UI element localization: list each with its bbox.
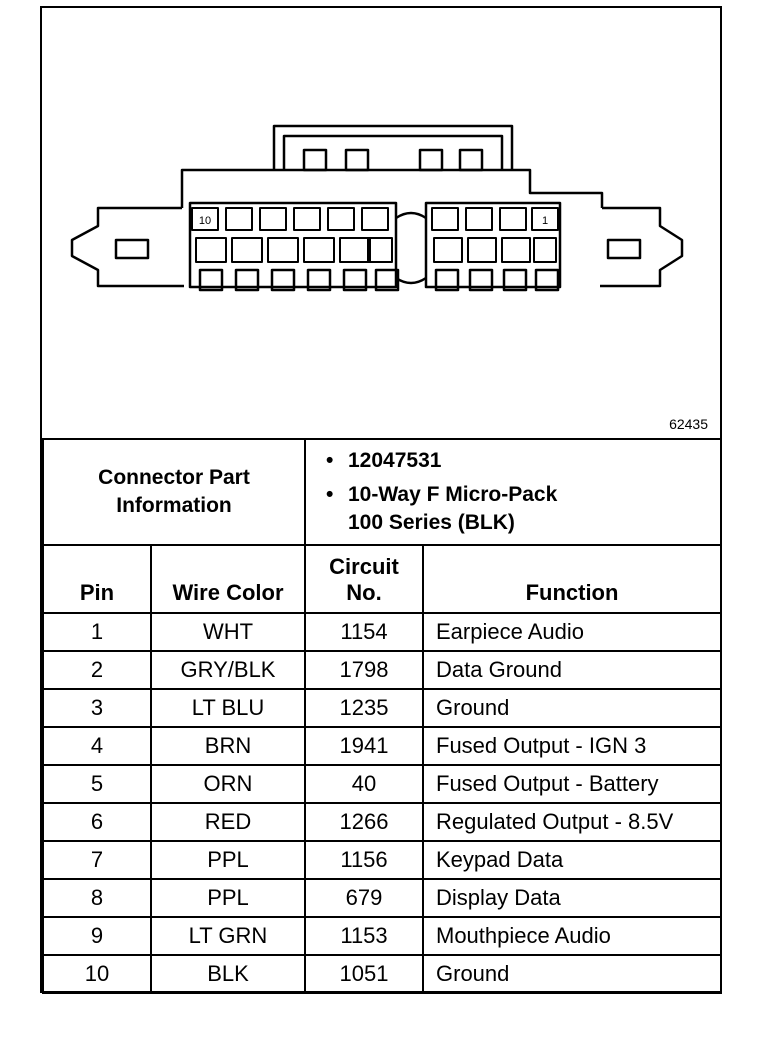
info-item-series: 100 Series (BLK) (348, 511, 515, 534)
header-pin: Pin (43, 545, 151, 613)
cell-pin: 4 (43, 727, 151, 765)
bullet-icon: • (326, 449, 334, 472)
cell-pin: 5 (43, 765, 151, 803)
table-header (43, 545, 721, 613)
cell-wire-color: GRY/BLK (151, 651, 305, 689)
table-row (43, 841, 721, 879)
info-title-line2: Information (116, 494, 232, 517)
pinout-table (42, 438, 722, 994)
connector-frame (40, 6, 722, 993)
table-row (43, 765, 721, 803)
connector-info-list (305, 439, 721, 545)
info-item-part-number: • 12047531 (348, 447, 720, 475)
cell-circuit-no: 1941 (305, 727, 423, 765)
cell-pin: 1 (43, 613, 151, 651)
table-row (43, 917, 721, 955)
cell-pin: 3 (43, 689, 151, 727)
cell-pin: 9 (43, 917, 151, 955)
cell-function: Fused Output - Battery (423, 765, 721, 803)
pin-label-1: 1 (541, 215, 549, 227)
connector-info-title (43, 439, 305, 545)
table-row (43, 613, 721, 651)
cell-wire-color: ORN (151, 765, 305, 803)
table-row (43, 803, 721, 841)
figure-number: 62435 (669, 416, 708, 432)
table-row (43, 689, 721, 727)
cell-wire-color: RED (151, 803, 305, 841)
cell-function: Earpiece Audio (423, 613, 721, 651)
info-item-type: • 10-Way F Micro-Pack (348, 481, 720, 509)
cell-function: Keypad Data (423, 841, 721, 879)
info-title-line1: Connector Part (98, 466, 250, 489)
cell-pin: 2 (43, 651, 151, 689)
cell-wire-color: BLK (151, 955, 305, 993)
connector-info-row (43, 439, 721, 545)
cell-circuit-no: 1156 (305, 841, 423, 879)
table-body (43, 613, 721, 993)
cell-circuit-no: 1266 (305, 803, 423, 841)
cell-wire-color: WHT (151, 613, 305, 651)
cell-pin: 10 (43, 955, 151, 993)
cell-wire-color: PPL (151, 841, 305, 879)
cell-wire-color: LT GRN (151, 917, 305, 955)
table-row (43, 727, 721, 765)
cell-wire-color: LT BLU (151, 689, 305, 727)
cell-function: Fused Output - IGN 3 (423, 727, 721, 765)
cell-pin: 6 (43, 803, 151, 841)
cell-circuit-no: 679 (305, 879, 423, 917)
cell-function: Ground (423, 689, 721, 727)
cell-circuit-no: 1235 (305, 689, 423, 727)
cell-circuit-no: 1798 (305, 651, 423, 689)
table-row (43, 955, 721, 993)
header-wire-color: Wire Color (151, 545, 305, 613)
header-circuit-no: Circuit No. (305, 545, 423, 613)
table-row (43, 651, 721, 689)
cell-circuit-no: 1154 (305, 613, 423, 651)
cell-function: Display Data (423, 879, 721, 917)
cell-pin: 7 (43, 841, 151, 879)
cell-circuit-no: 1153 (305, 917, 423, 955)
pin-label-10: 10 (198, 215, 212, 227)
cell-function: Ground (423, 955, 721, 993)
cell-circuit-no: 40 (305, 765, 423, 803)
connector-drawing (42, 8, 720, 438)
cell-circuit-no: 1051 (305, 955, 423, 993)
cell-function: Data Ground (423, 651, 721, 689)
cell-wire-color: BRN (151, 727, 305, 765)
bullet-icon: • (326, 483, 334, 506)
cell-function: Regulated Output - 8.5V (423, 803, 721, 841)
cell-pin: 8 (43, 879, 151, 917)
cell-wire-color: PPL (151, 879, 305, 917)
cell-function: Mouthpiece Audio (423, 917, 721, 955)
header-function: Function (423, 545, 721, 613)
table-row (43, 879, 721, 917)
